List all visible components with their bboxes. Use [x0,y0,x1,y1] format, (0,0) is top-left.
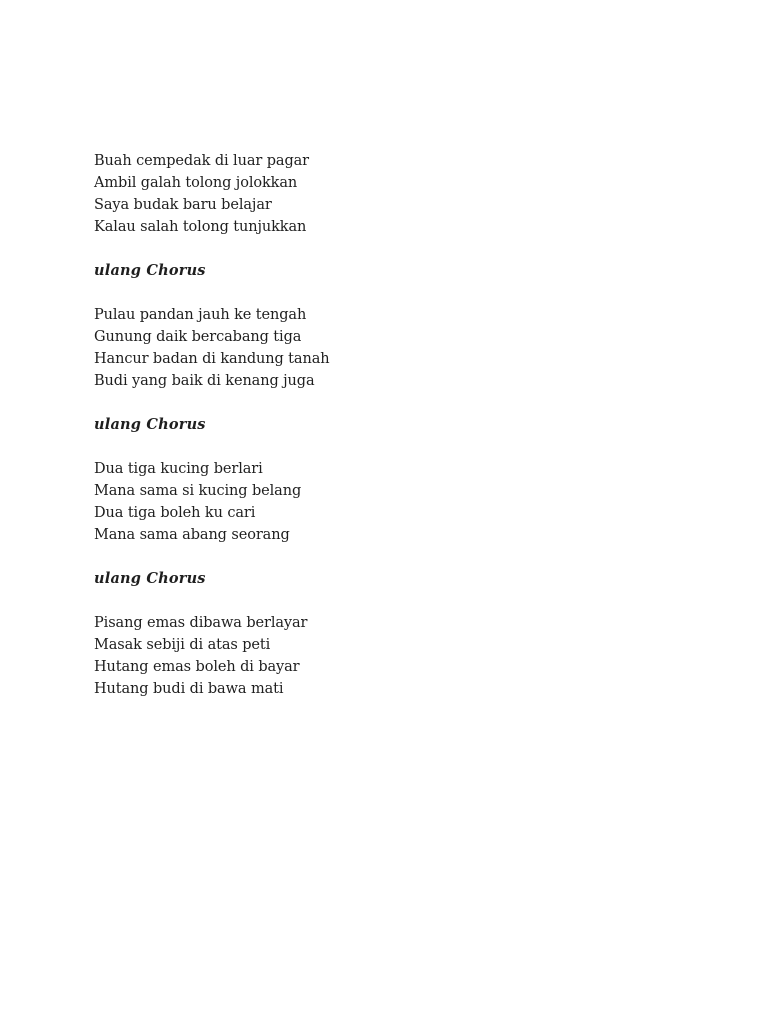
verse-line: Ambil galah tolong jolokkan [94,175,298,191]
verse-2 [94,304,694,392]
verse-1 [94,150,694,238]
verse-line: Hutang budi di bawa mati [94,681,284,697]
verse-line: Kalau salah tolong tunjukkan [94,219,307,235]
verse-line: Dua tiga kucing berlari [94,461,263,477]
verse-line: Mana sama abang seorang [94,527,290,543]
verse-line: Saya budak baru belajar [94,197,272,213]
verse-line: Hancur badan di kandung tanah [94,351,330,367]
verse-line: Budi yang baik di kenang juga [94,373,315,389]
verse-4 [94,612,694,700]
verse-line: Mana sama si kucing belang [94,483,302,499]
verse-3 [94,458,694,546]
chorus-marker: ulang Chorus [94,262,206,279]
lyrics-page [94,150,694,700]
verse-line: Buah cempedak di luar pagar [94,153,309,169]
verse-line: Pulau pandan jauh ke tengah [94,307,307,323]
chorus-marker: ulang Chorus [94,570,206,587]
verse-line: Gunung daik bercabang tiga [94,329,302,345]
verse-line: Dua tiga boleh ku cari [94,505,256,521]
verse-line: Pisang emas dibawa berlayar [94,615,308,631]
verse-line: Hutang emas boleh di bayar [94,659,300,675]
chorus-marker: ulang Chorus [94,416,206,433]
verse-line: Masak sebiji di atas peti [94,637,271,653]
